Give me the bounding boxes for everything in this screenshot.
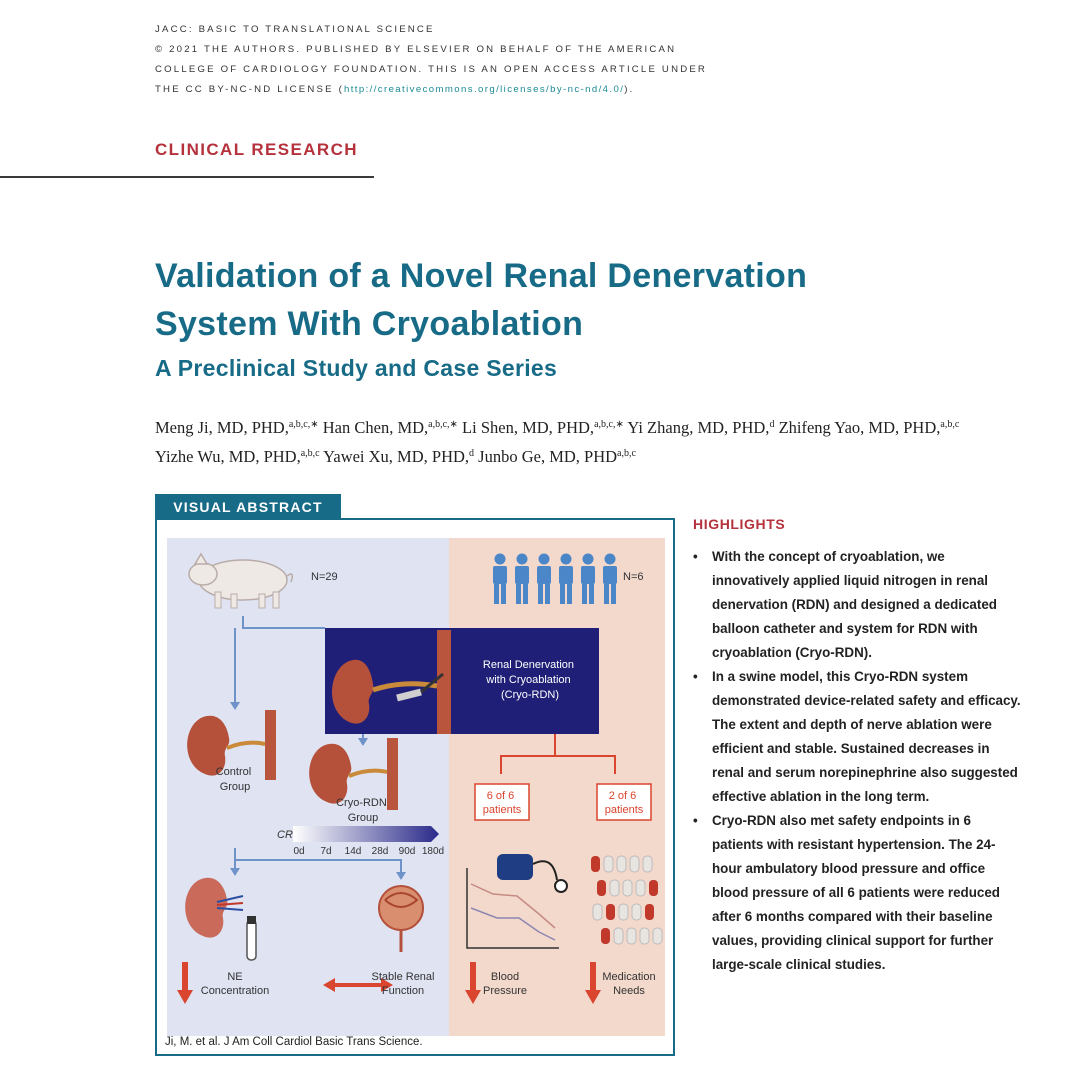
two-of-six-label: 2 of 6 patients [604, 790, 644, 816]
cryo-group-label: Cryo-RDN Group [336, 797, 387, 824]
copyright-line: © 2021 THE AUTHORS. PUBLISHED BY ELSEVIER ON BEHALF OF THE AMERICAN [155, 44, 677, 55]
medication-needs-label: Medication Needs [602, 971, 656, 997]
timeline-0d: 0d [293, 846, 305, 857]
timeline-180d: 180d [421, 846, 445, 857]
visual-abstract [155, 518, 675, 1056]
stable-renal-function-label: Stable Renal Function [371, 971, 435, 997]
blood-pressure-label: Blood Pressure [482, 971, 528, 997]
author-line-2: Yizhe Wu, MD, PHD,$^{a,b,c}$ Yawei Xu, MD, PHD,$^d$ Junbo Ge, MD, PHD$^{a,b,c}$ [155, 447, 636, 466]
copyright-line-2: COLLEGE OF CARDIOLOGY FOUNDATION. THIS IS AN OPEN ACCESS ARTICLE UNDER [155, 64, 708, 75]
journal-name: JACC: BASIC TO TRANSLATIONAL SCIENCE [155, 24, 435, 35]
license-line: THE CC BY-NC-ND LICENSE (http://creativecommons.org/licenses/by-nc-nd/4.0/). [155, 84, 635, 95]
cryo-rdn-label: Renal Denervation with Cryoablation (Cryo-RDN) [482, 659, 575, 701]
cr-timeline-bar [293, 826, 439, 842]
timeline-28d: 28d [371, 846, 389, 857]
ne-concentration-label: NE Concentration [200, 971, 270, 997]
control-group-label: Control Group [215, 766, 252, 793]
section-label: CLINICAL RESEARCH [155, 140, 358, 159]
highlights-title: HIGHLIGHTS [693, 516, 786, 532]
journal-header [155, 20, 707, 100]
timeline-7d: 7d [320, 846, 332, 857]
section-divider [0, 176, 374, 178]
title-line-2: System With Cryoablation [155, 305, 584, 343]
highlight-item: • With the concept of cryoablation, we innovatively applied liquid nitrogen in renal denervation (RDN) and designed a dedicated balloon catheter and system for RDN with cryoablation (Cryo-RDN). [692, 545, 1022, 665]
timeline-90d: 90d [398, 846, 416, 857]
cr-label: CR [277, 829, 293, 841]
visual-abstract-tab: VISUAL ABSTRACT [155, 494, 341, 520]
highlights-list [692, 545, 1022, 977]
author-list [155, 412, 959, 470]
timeline-14d: 14d [344, 846, 362, 857]
figure-citation: Ji, M. et al. J Am Coll Cardiol Basic Trans Science. [165, 1036, 423, 1048]
article-subtitle: A Preclinical Study and Case Series [155, 355, 558, 381]
title-line-1: Validation of a Novel Renal Denervation [155, 257, 808, 295]
author-line-1: Meng Ji, MD, PHD,$^{a,b,c,∗}$ Han Chen, MD,$^{a,b,c,∗}$ Li Shen, MD, PHD,$^{a,b,c,∗}$ Yi Zhang, MD, PHD,$^d$ Zhifeng Yao, MD, PHD,$^{a,b,c}$ [155, 418, 960, 437]
blood-sample-tube-icon [247, 916, 256, 960]
highlight-item: • In a swine model, this Cryo-RDN system demonstrated device-related safety and efficacy. The extent and depth of nerve ablation were efficient and stable. Sustained decreases in renal and serum norepinephrine also suggested effective ablation in the long term. [692, 665, 1022, 809]
n-preclinical: N=29 [311, 571, 338, 583]
article-title [155, 252, 807, 348]
six-of-six-label: 6 of 6 patients [482, 790, 522, 816]
preclinical-panel [167, 538, 449, 1036]
visual-abstract-figure [167, 538, 665, 1036]
highlight-item: • Cryo-RDN also met safety endpoints in 6 patients with resistant hypertension. The 24-hour ambulatory blood pressure and office blood pressure of all 6 patients were reduced after 6 months compared with their baseline values, providing clinical support for further large-scale clinical studies. [692, 809, 1022, 977]
license-link[interactable]: http://creativecommons.org/licenses/by-nc-nd/4.0/ [343, 84, 625, 95]
n-clinical: N=6 [623, 571, 644, 583]
